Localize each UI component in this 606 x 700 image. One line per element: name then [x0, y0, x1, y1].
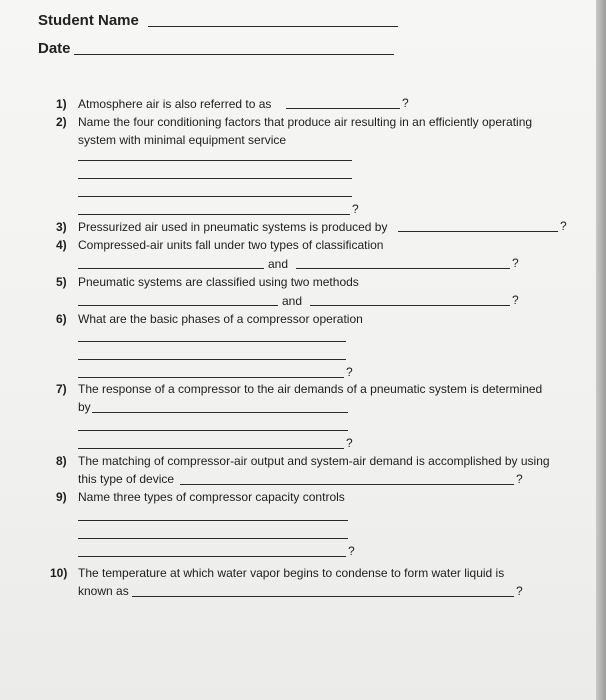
q7-answer-line[interactable]: [78, 448, 344, 449]
q9-answer-line[interactable]: [78, 538, 348, 539]
q2-text-line2: system with minimal equipment service: [78, 133, 287, 147]
q8-text-line1: The matching of compressor-air output and system-air demand is accomplished by using: [78, 454, 550, 468]
q10-text-line1: The temperature at which water vapor begins to condense to form water liquid is: [78, 566, 505, 580]
q7-text-line2: by: [78, 400, 91, 414]
q4-qmark: ?: [512, 256, 519, 270]
q5-and: and: [282, 294, 303, 308]
q6-qmark: ?: [346, 365, 353, 379]
q1-qmark: ?: [402, 96, 409, 110]
q1-text: Atmosphere air is also referred to as: [78, 97, 272, 111]
q2-answer-line[interactable]: [78, 160, 352, 161]
q5-text: Pneumatic systems are classified using two methods: [78, 275, 359, 289]
q2-text-line1: Name the four conditioning factors that produce air resulting in an efficiently operating: [78, 115, 533, 129]
q4-text: Compressed-air units fall under two types of classification: [78, 238, 384, 252]
date-label: Date: [38, 40, 71, 57]
q2-answer-line[interactable]: [78, 178, 352, 179]
q4-number: 4): [56, 238, 67, 252]
q9-number: 9): [56, 490, 67, 504]
q4-answer-line-2[interactable]: [296, 268, 510, 269]
q2-number: 2): [56, 115, 67, 129]
q8-number: 8): [56, 454, 67, 468]
q5-answer-line-1[interactable]: [78, 305, 278, 306]
q8-qmark: ?: [516, 472, 523, 486]
q7-answer-line[interactable]: [92, 412, 348, 413]
q9-answer-line[interactable]: [78, 556, 346, 557]
q7-text-line1: The response of a compressor to the air demands of a pneumatic system is determined: [78, 382, 543, 396]
q3-qmark: ?: [560, 219, 567, 233]
q6-answer-line[interactable]: [78, 341, 346, 342]
q7-number: 7): [56, 382, 67, 396]
date-line[interactable]: [74, 54, 394, 55]
q9-qmark: ?: [348, 544, 355, 558]
q7-answer-line[interactable]: [78, 430, 348, 431]
q10-number: 10): [50, 566, 68, 580]
q5-answer-line-2[interactable]: [310, 305, 510, 306]
page-edge-shadow: [596, 0, 606, 700]
q2-qmark: ?: [352, 202, 359, 216]
q3-number: 3): [56, 220, 67, 234]
q4-and: and: [268, 257, 289, 271]
q3-answer-line[interactable]: [398, 231, 558, 232]
q8-text-line2: this type of device: [78, 472, 175, 486]
q6-number: 6): [56, 312, 67, 326]
q9-answer-line[interactable]: [78, 520, 348, 521]
student-name-line[interactable]: [148, 26, 398, 27]
q3-text: Pressurized air used in pneumatic systems is produced by: [78, 220, 388, 234]
q9-text: Name three types of compressor capacity controls: [78, 490, 345, 504]
q1-answer-line[interactable]: [286, 108, 400, 109]
student-name-label: Student Name: [38, 12, 139, 29]
q2-answer-line[interactable]: [78, 214, 350, 215]
q8-answer-line[interactable]: [180, 484, 514, 485]
q1-number: 1): [56, 97, 67, 111]
q10-text-line2: known as: [78, 584, 129, 598]
q5-qmark: ?: [512, 293, 519, 307]
q10-qmark: ?: [516, 584, 523, 598]
q5-number: 5): [56, 275, 67, 289]
q7-qmark: ?: [346, 436, 353, 450]
q2-answer-line[interactable]: [78, 196, 352, 197]
q6-answer-line[interactable]: [78, 359, 346, 360]
q10-answer-line[interactable]: [132, 596, 514, 597]
q4-answer-line-1[interactable]: [78, 268, 264, 269]
q6-text: What are the basic phases of a compressor operation: [78, 312, 363, 326]
q6-answer-line[interactable]: [78, 377, 344, 378]
